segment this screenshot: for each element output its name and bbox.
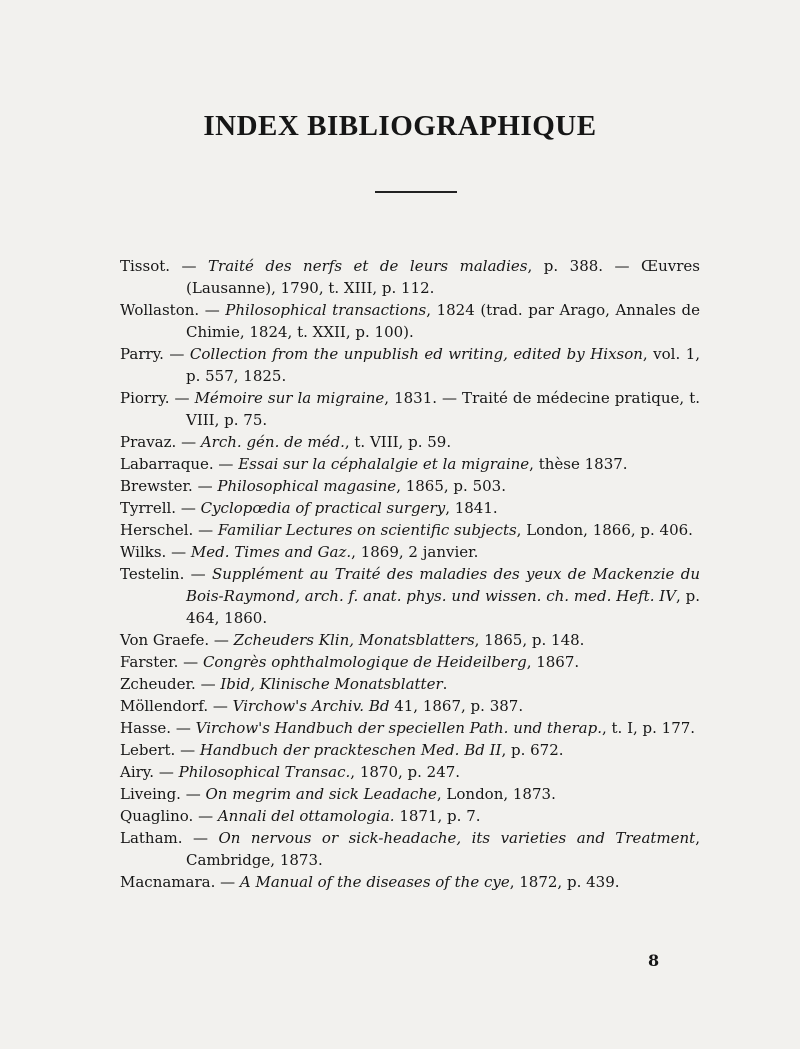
entry-work-title: Handbuch der prackteschen Med. Bd II	[199, 741, 502, 759]
bibliography-entry	[120, 739, 700, 761]
bibliography-entry	[120, 695, 700, 717]
bibliography-entry	[120, 475, 700, 497]
title-rule	[375, 191, 457, 193]
entry-details: , 1865, p. 503.	[396, 477, 506, 495]
bibliography-entry	[120, 629, 700, 651]
entry-separator: —	[163, 345, 190, 363]
entry-separator: —	[178, 653, 203, 671]
entry-details: , p. 464, 1860.	[186, 587, 701, 627]
bibliography-entry	[120, 387, 700, 431]
bibliography-entry	[120, 717, 700, 739]
entry-separator: —	[193, 521, 218, 539]
entry-author: Von Graefe.	[120, 631, 210, 649]
entry-separator: —	[213, 455, 239, 473]
entry-work-title: On nervous or sick-headache, its varieties and Treatment	[218, 829, 696, 847]
entry-work-title: Philosophical magasine	[217, 477, 397, 495]
bibliography-entry	[120, 871, 700, 893]
entry-author: Airy.	[120, 763, 155, 781]
entry-separator: —	[169, 389, 195, 407]
entry-work-title: A Manual of the diseases of the cye	[239, 873, 510, 891]
entry-work-title: Supplément au Traité des maladies des yeux de Mackenzie du Bois-Raymond, arch. f. anat. phys. und wissen. ch. med. Heft. IV	[186, 565, 700, 605]
entry-author: Wollaston.	[120, 301, 200, 319]
entry-details: , 1831. — Traité de médecine pratique, t. VIII, p. 75.	[186, 389, 700, 429]
entry-work-title: Med. Times and Gaz.	[190, 543, 352, 561]
bibliography-entry	[120, 453, 700, 475]
entry-separator: —	[176, 433, 201, 451]
entry-author: Tissot.	[120, 257, 171, 275]
entry-separator: —	[209, 631, 234, 649]
entry-separator: —	[180, 785, 206, 803]
entry-details: , t. VIII, p. 59.	[344, 433, 452, 451]
entry-separator: —	[166, 543, 191, 561]
entry-details: , vol. 1, p. 557, 1825.	[186, 345, 701, 385]
entry-details: , thèse 1837.	[529, 455, 628, 473]
entry-separator: —	[184, 565, 212, 583]
entry-separator: —	[175, 741, 200, 759]
bibliography-entry	[120, 673, 700, 695]
bibliography-entry	[120, 299, 700, 343]
entry-author: Piorry.	[120, 389, 170, 407]
entry-author: Quaglino.	[120, 807, 194, 825]
entry-work-title: Zcheuders Klin, Monatsblatters	[233, 631, 475, 649]
entry-author: Liveing.	[120, 785, 181, 803]
entry-separator: —	[195, 675, 221, 693]
entry-separator: —	[171, 719, 196, 737]
entry-author: Pravaz.	[120, 433, 177, 451]
entry-separator: —	[215, 873, 240, 891]
entry-details: , 1865, p. 148.	[474, 631, 585, 649]
entry-work-title: Philosophical transactions	[225, 301, 427, 319]
bibliography-entry	[120, 651, 700, 673]
entry-work-title: Ibid, Klinische Monatsblatter	[220, 675, 443, 693]
entry-details: .	[442, 675, 448, 693]
bibliography-entry	[120, 519, 700, 541]
bibliography-entry	[120, 541, 700, 563]
entry-separator: —	[182, 829, 219, 847]
entry-author: Lebert.	[120, 741, 176, 759]
entry-work-title: Cyclopœdia of practical surgery	[200, 499, 446, 517]
entry-details: , 1867.	[526, 653, 580, 671]
entry-work-title: Collection from the unpublish ed writing, edited by Hixson	[189, 345, 643, 363]
entry-details: , 1870, p. 247.	[350, 763, 461, 781]
entry-author: Brewster.	[120, 477, 193, 495]
bibliography-entry	[120, 563, 700, 629]
entry-work-title: Essai sur la céphalalgie et la migraine	[238, 455, 530, 473]
entry-author: Zcheuder.	[120, 675, 196, 693]
entry-details: , Cambridge, 1873.	[186, 829, 700, 869]
entry-work-title: Virchow's Archiv. Bd	[232, 697, 390, 715]
entry-details: 1871, p. 7.	[394, 807, 481, 825]
entry-details: , London, 1873.	[436, 785, 556, 803]
bibliography-entry	[120, 497, 700, 519]
entry-separator: —	[192, 477, 218, 495]
bibliography-entry	[120, 761, 700, 783]
entry-author: Wilks.	[120, 543, 167, 561]
entry-author: Latham.	[120, 829, 183, 847]
entry-author: Herschel.	[120, 521, 194, 539]
entry-details: , 1869, 2 janvier.	[351, 543, 479, 561]
entry-author: Macnamara.	[120, 873, 216, 891]
entry-author: Tyrrell.	[120, 499, 177, 517]
bibliography-entry	[120, 805, 700, 827]
entry-separator: —	[193, 807, 218, 825]
entry-details: , p. 672.	[501, 741, 564, 759]
entry-details: , p. 388. — Œuvres (Lausanne), 1790, t. XIII, p. 112.	[186, 257, 700, 297]
entry-details: , 1824 (trad. par Arago, Annales de Chimie, 1824, t. XXII, p. 100).	[186, 301, 700, 341]
bibliography-entry	[120, 431, 700, 453]
entry-author: Möllendorf.	[120, 697, 209, 715]
bibliography-entry	[120, 827, 700, 871]
entry-author: Testelin.	[120, 565, 185, 583]
entry-work-title: Mémoire sur la migraine	[194, 389, 385, 407]
bibliography-entry	[120, 783, 700, 805]
entry-work-title: Virchow's Handbuch der speciellen Path. und therap.	[195, 719, 602, 737]
page-number: 8	[648, 951, 660, 970]
entry-author: Parry.	[120, 345, 164, 363]
entry-separator: —	[199, 301, 226, 319]
entry-work-title: On megrim and sick Leadache	[205, 785, 437, 803]
entry-work-title: Familiar Lectures on scientific subjects	[217, 521, 517, 539]
entry-author: Hasse.	[120, 719, 172, 737]
entry-author: Farster.	[120, 653, 179, 671]
entry-details: 41, 1867, p. 387.	[389, 697, 524, 715]
bibliography-entry	[120, 255, 700, 299]
entry-work-title: Congrès ophthalmologique de Heideilberg	[202, 653, 527, 671]
entry-separator: —	[208, 697, 233, 715]
entry-work-title: Annali del ottamologia.	[217, 807, 395, 825]
entry-work-title: Arch. gén. de méd.	[200, 433, 345, 451]
entry-details: , London, 1866, p. 406.	[516, 521, 693, 539]
entry-details: , 1841.	[445, 499, 498, 517]
entry-details: , 1872, p. 439.	[509, 873, 620, 891]
entry-work-title: Philosophical Transac.	[178, 763, 351, 781]
page-title: INDEX BIBLIOGRAPHIQUE	[203, 110, 597, 142]
entry-separator: —	[176, 499, 201, 517]
entry-author: Labarraque.	[120, 455, 214, 473]
entry-separator: —	[154, 763, 179, 781]
entry-work-title: Traité des nerfs et de leurs maladies	[208, 257, 528, 275]
bibliography-list	[120, 255, 700, 893]
entry-details: , t. I, p. 177.	[601, 719, 696, 737]
entry-separator: —	[170, 257, 209, 275]
bibliography-entry	[120, 343, 700, 387]
